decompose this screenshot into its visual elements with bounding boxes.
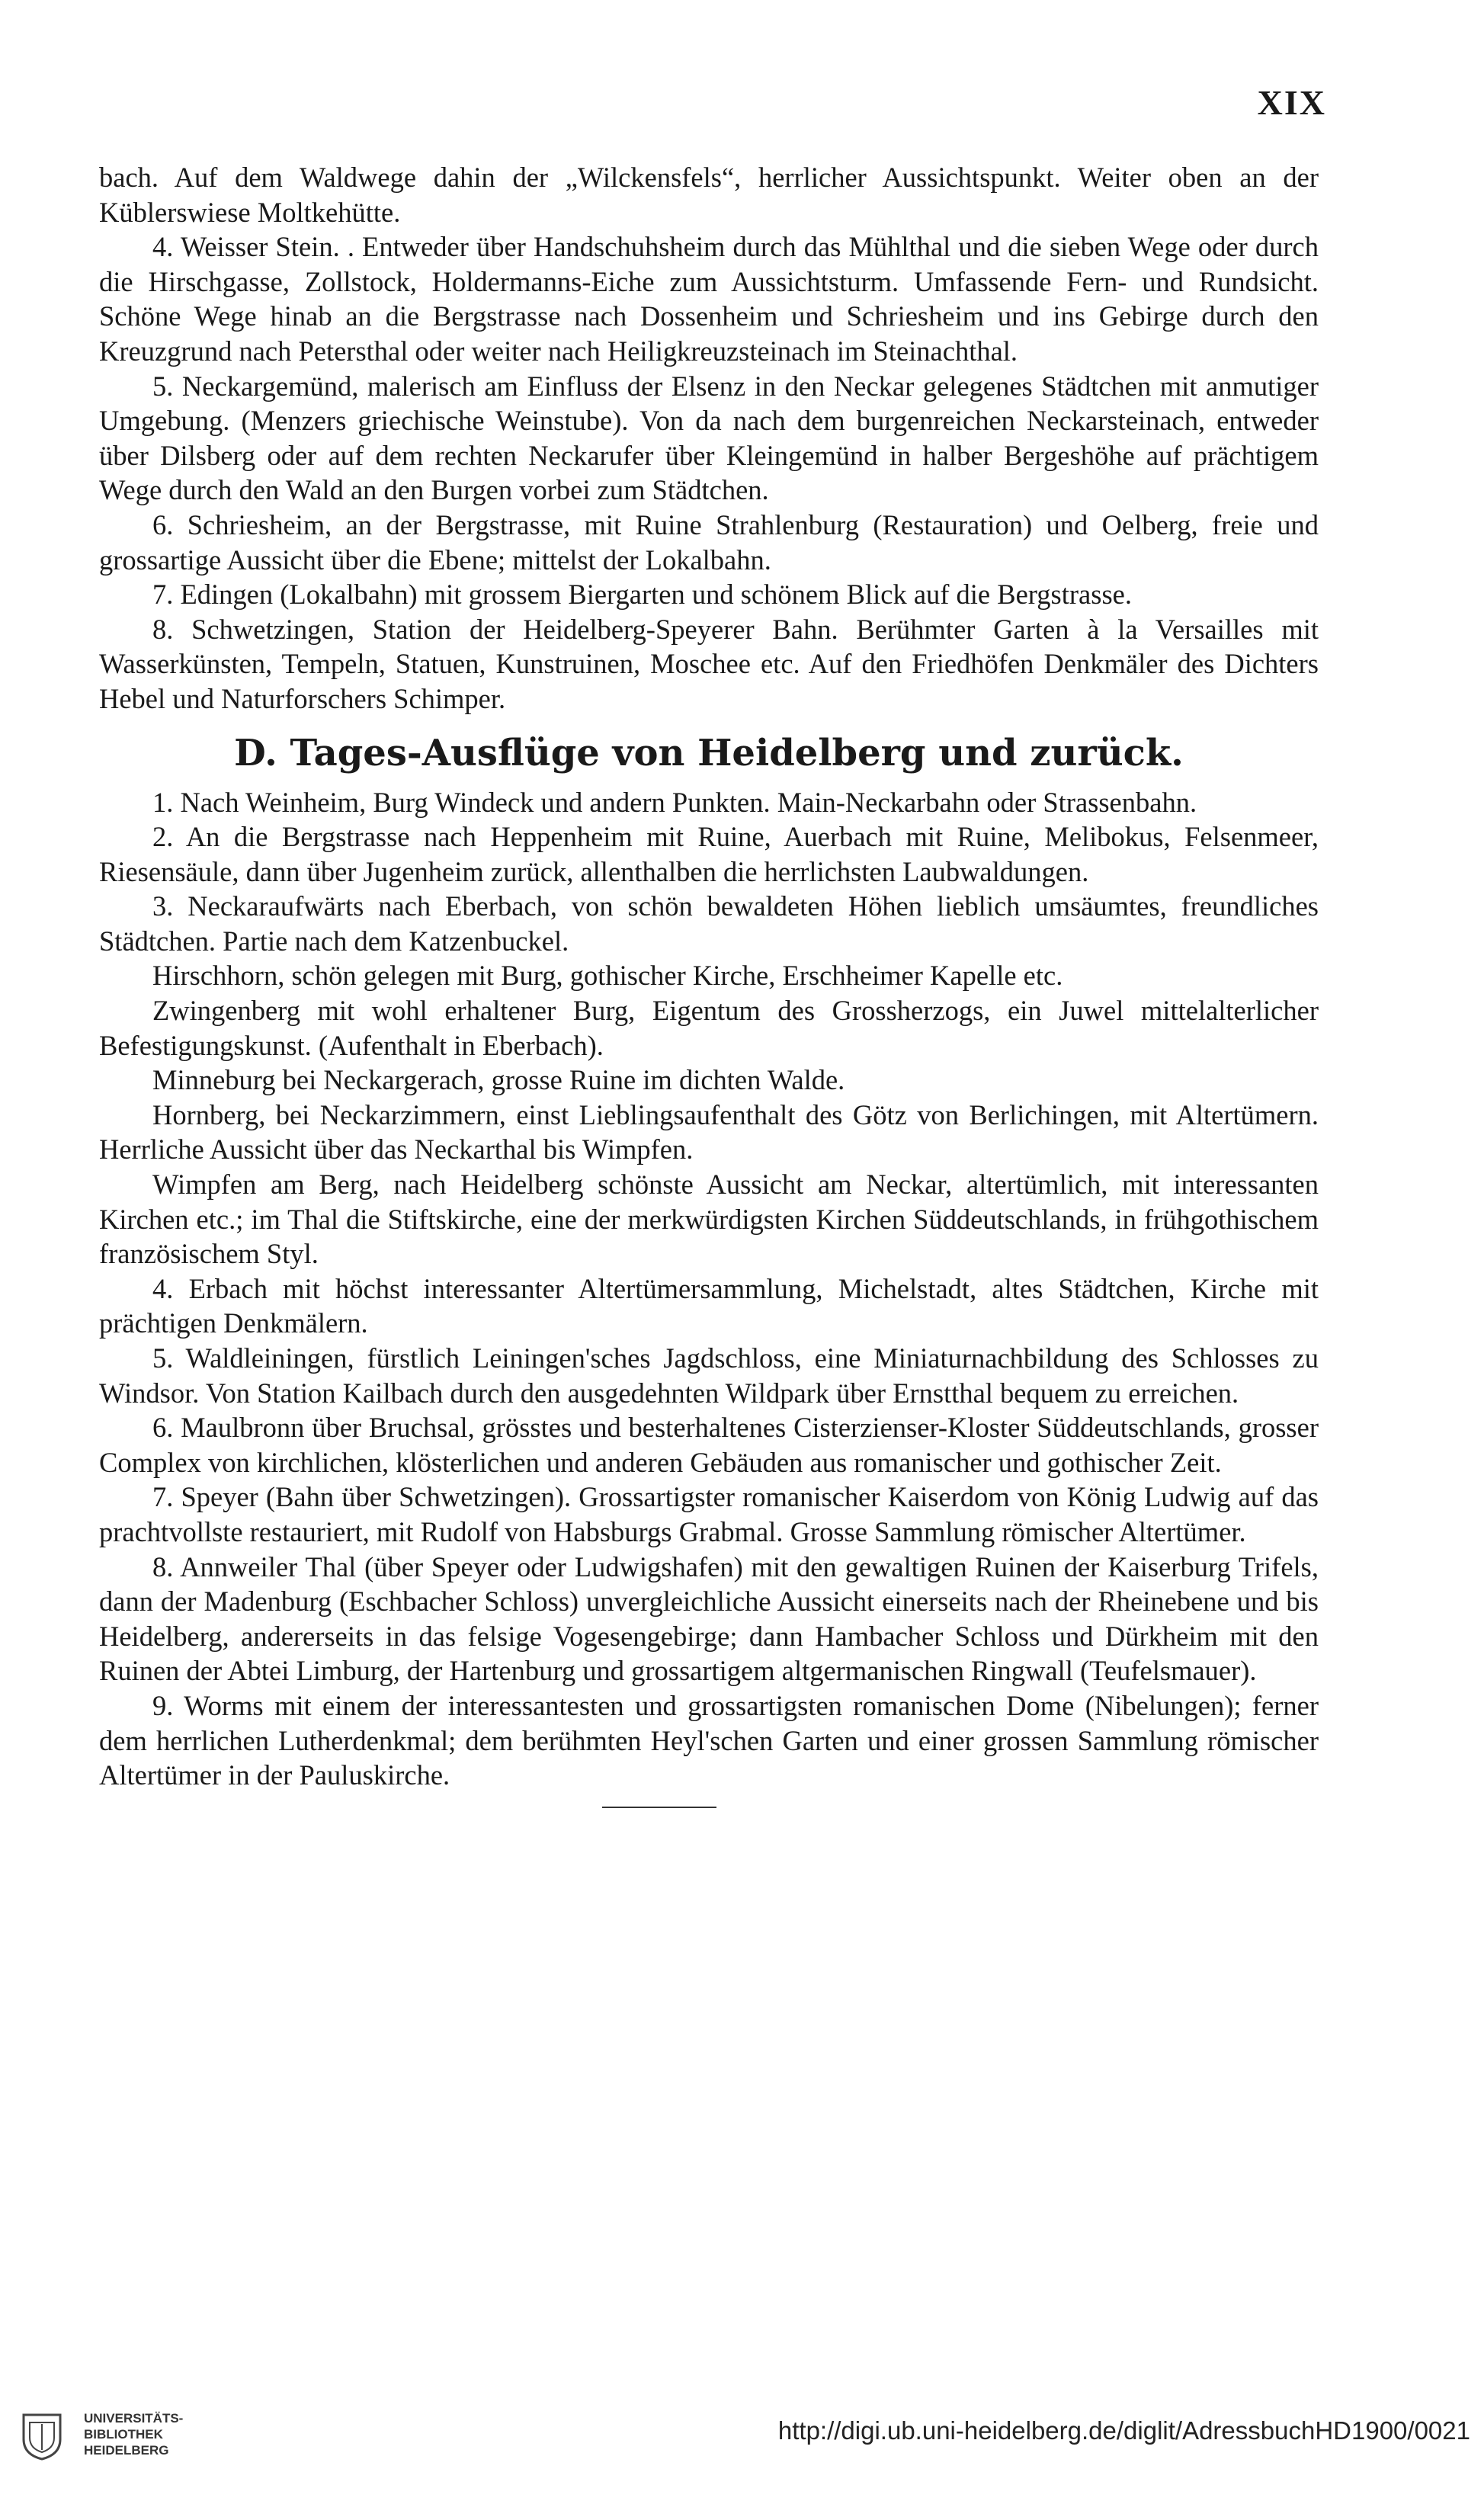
footer xyxy=(0,2401,1484,2517)
paragraph: Zwingenberg mit wohl erhaltener Burg, Eigentum des Grossherzogs, ein Juwel mittelalterlicher Befestigungskunst. (Aufenthalt in Eberbach). xyxy=(99,995,1319,1061)
paragraph: 5. Neckargemünd, malerisch am Einfluss der Elsenz in den Neckar gelegenes Städtchen mit anmutiger Umgebung. (Menzers griechische Weinstube). Von da nach dem burgenreichen Neckarsteinach, entweder über Dilsberg oder auf dem rechten Neckarufer über Kleingemünd in halber Bergeshöhe auf prächtigem Wege durch den Wald an den Burgen vorbei zum Städtchen. xyxy=(99,370,1319,506)
paragraph: 1. Nach Weinheim, Burg Windeck und andern Punkten. Main-Neckarbahn oder Strassenbahn. xyxy=(152,786,1197,818)
paragraph: 7. Edingen (Lokalbahn) mit grossem Biergarten und schönem Blick auf die Bergstrasse. xyxy=(152,579,1132,611)
section-heading: D. Tages-Ausflüge von Heidelberg und zurück. xyxy=(234,731,1184,774)
page-body xyxy=(99,160,1319,1808)
closing-rule xyxy=(602,1807,716,1808)
paragraph: Hornberg, bei Neckarzimmern, einst Lieblingsaufenthalt des Götz von Berlichingen, mit Altertümern. Herrliche Aussicht über das Neckarthal bis Wimpfen. xyxy=(99,1098,1319,1166)
page-number: XIX xyxy=(1257,83,1326,122)
source-url[interactable]: http://digi.ub.uni-heidelberg.de/diglit/AdressbuchHD1900/0021 xyxy=(777,2416,1470,2445)
paragraph: 2. An die Bergstrasse nach Heppenheim mit Ruine, Auerbach mit Ruine, Melibokus, Felsenmeer, Riesensäule, dann über Jugenheim zurück, allenthalben die herrlichsten Laubwaldungen. xyxy=(99,821,1319,887)
university-seal-icon xyxy=(19,2409,65,2462)
paragraph: 5. Waldleiningen, fürstlich Leiningen'sches Jagdschloss, eine Miniaturnachbildung des Schlosses zu Windsor. Von Station Kailbach durch den ausgedehnten Wildpark über Ernstthal bequem zu erreichen. xyxy=(99,1342,1319,1409)
paragraph: Hirschhorn, schön gelegen mit Burg, gothischer Kirche, Erschheimer Kapelle etc. xyxy=(152,960,1063,992)
library-name: UNIVERSITÄTS- BIBLIOTHEK HEIDELBERG xyxy=(84,2411,184,2458)
paragraph: 6. Schriesheim, an der Bergstrasse, mit Ruine Strahlenburg (Restauration) und Oelberg, freie und grossartige Aussicht über die Ebene; mittelst der Lokalbahn. xyxy=(99,508,1319,576)
paragraph: 6. Maulbronn über Bruchsal, grösstes und besterhaltenes Cisterzienser-Kloster Süddeutschlands, grosser Complex von kirchlichen, klösterlichen und anderen Gebäuden aus romanischer und gothischer Zeit. xyxy=(99,1412,1319,1478)
paragraph: Minneburg bei Neckargerach, grosse Ruine im dichten Walde. xyxy=(152,1064,845,1096)
paragraph: 8. Annweiler Thal (über Speyer oder Ludwigshafen) mit den gewaltigen Ruinen der Kaiserburg Trifels, dann der Madenburg (Eschbacher Schloss) unvergleichliche Aussicht einerseits nach der Rheinebene und bis Heidelberg, andererseits in das felsige Vogesengebirge; dann Hambacher Schloss und Dürkheim mit den Ruinen der Abtei Limburg, der Hartenburg und grossartigem altgermanischen Ringwall (Teufelsmauer). xyxy=(99,1550,1319,1687)
paragraph: Wimpfen am Berg, nach Heidelberg schönste Aussicht am Neckar, altertümlich, mit interessanten Kirchen etc.; im Thal die Stiftskirche, eine der merkwürdigsten Kirchen Süddeutschlands, in frühgothischem französischem Styl. xyxy=(99,1169,1319,1270)
paragraph: 4. Weisser Stein. . Entweder über Handschuhsheim durch das Mühlthal und die sieben Wege oder durch die Hirschgasse, Zollstock, Holdermanns-Eiche zum Aussichtsturm. Umfassende Fern- und Rundsicht. Schöne Wege hinab an die Bergstrasse nach Dossenheim und Schriesheim und ins Gebirge durch den Kreuzgrund nach Petersthal oder weiter nach Heiligkreuzsteinach im Steinachthal. xyxy=(99,231,1319,367)
paragraph: 4. Erbach mit höchst interessanter Altertümersammlung, Michelstadt, altes Städtchen, Kirche mit prächtigen Denkmälern. xyxy=(99,1272,1319,1339)
paragraph: 8. Schwetzingen, Station der Heidelberg-Speyerer Bahn. Berühmter Garten à la Versailles mit Wasserkünsten, Tempeln, Statuen, Kunstruinen, Moschee etc. Auf den Friedhöfen Denkmäler des Dichters Hebel und Naturforschers Schimper. xyxy=(99,613,1319,714)
paragraph: 7. Speyer (Bahn über Schwetzingen). Grossartigster romanischer Kaiserdom von König Ludwig auf das prachtvollste restauriert, mit Rudolf von Habsburgs Grabmal. Grosse Sammlung römischer Altertümer. xyxy=(99,1481,1319,1547)
paragraph: 3. Neckaraufwärts nach Eberbach, von schön bewaldeten Höhen lieblich umsäumtes, freundliches Städtchen. Partie nach dem Katzenbuckel. xyxy=(99,890,1319,957)
paragraph: 9. Worms mit einem der interessantesten und grossartigsten romanischen Dome (Nibelungen); ferner dem herrlichen Lutherdenkmal; dem berühmten Heyl'schen Garten und einer grossen Sammlung römischer Altertümer in der Pauluskirche. xyxy=(99,1689,1319,1791)
paragraph: bach. Auf dem Waldwege dahin der „Wilckensfels“, herrlicher Aussichtspunkt. Weiter oben an der Küblerswiese Moltkehütte. xyxy=(99,162,1319,228)
